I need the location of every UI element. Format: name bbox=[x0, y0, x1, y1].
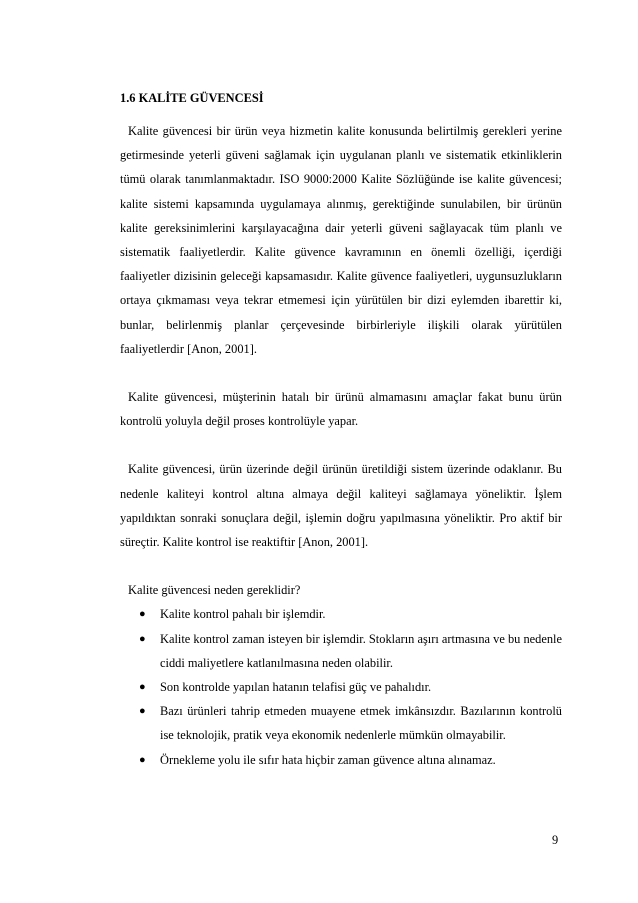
list-item-text: Bazı ürünleri tahrip etmeden muayene etmek imkânsızdır. Bazılarının kontrolü ise teknolojik, pratik veya ekonomik nedenlerle mümkün olmayabilir. bbox=[160, 704, 562, 743]
list-item-text: Örnekleme yolu ile sıfır hata hiçbir zaman güvence altına alınamaz. bbox=[160, 752, 496, 767]
list-lead: Kalite güvencesi neden gereklidir? bbox=[128, 583, 301, 598]
list-item bbox=[139, 602, 562, 626]
bullet-icon: ● bbox=[139, 608, 146, 621]
reasons-list bbox=[120, 602, 562, 771]
list-item-text: Son kontrolde yapılan hatanın telafisi güç ve pahalıdır. bbox=[160, 680, 432, 695]
list-item bbox=[139, 699, 562, 747]
section-heading: 1.6 KALİTE GÜVENCESİ bbox=[120, 91, 264, 105]
list-item-text: Kalite kontrol pahalı bir işlemdir. bbox=[160, 607, 326, 622]
bullet-icon: ● bbox=[139, 705, 146, 718]
bullet-icon: ● bbox=[139, 632, 146, 645]
bullet-icon: ● bbox=[139, 681, 146, 694]
paragraph-customer: Kalite güvencesi, müşterinin hatalı bir ürünü almamasını amaçlar fakat bunu ürün kontrolü yoluyla değil proses kontrolüyle yapar. bbox=[120, 390, 562, 429]
paragraph-system-focus: Kalite güvencesi, ürün üzerinde değil ürünün üretildiği sistem üzerinde odaklanır. Bu nedenle kaliteyi kontrol altına almaya değil kaliteyi sağlamaya yöneliktir. İşlem yapıldıktan sonraki sonuçlara değil, işlemin doğru yapılmasına yöneliktir. Pro aktif bir süreçtir. Kalite kontrol ise reaktiftir [Anon, 2001]. bbox=[120, 462, 562, 550]
list-item bbox=[139, 675, 562, 699]
paragraph-definition: Kalite güvencesi bir ürün veya hizmetin kalite konusunda belirtilmiş gerekleri yerine getirmesinde yeterli güveni sağlamak için uygulanan planlı ve sistematik etkinliklerin tümü olarak tanımlanmaktadır. ISO 9000:2000 Kalite Sözlüğünde ise kalite güvencesi; kalite sistemi kapsamında uygulamaya alınmış, gerektiğinde sunulabilen, bir ürünün kalite gereksinimlerini karşılayacağına dair yeterli güveni sağlayacak tüm planlı ve sistematik faaliyetlerdir. Kalite güvence kavramının en önemli özelliği, içerdiği faaliyetler dizisinin geleceği kapsamasıdır. Kalite güvence faaliyetleri, uygunsuzlukların ortaya çıkmaması veya tekrar etmemesi için yürütülen bir dizi eylemden ibarettir ki, bunlar, belirlenmiş planlar çerçevesinde birbirleriyle ilişkili olarak yürütülen faaliyetlerdir [Anon, 2001]. bbox=[120, 124, 562, 356]
list-item bbox=[139, 627, 562, 675]
page-number: 9 bbox=[552, 833, 559, 847]
bullet-icon: ● bbox=[139, 753, 146, 766]
list-item-text: Kalite kontrol zaman isteyen bir işlemdir. Stokların aşırı artmasına ve bu nedenle ciddi maliyetlere katlanılmasına neden olabilir. bbox=[160, 631, 562, 670]
document-page bbox=[120, 88, 562, 772]
list-item bbox=[139, 748, 562, 772]
